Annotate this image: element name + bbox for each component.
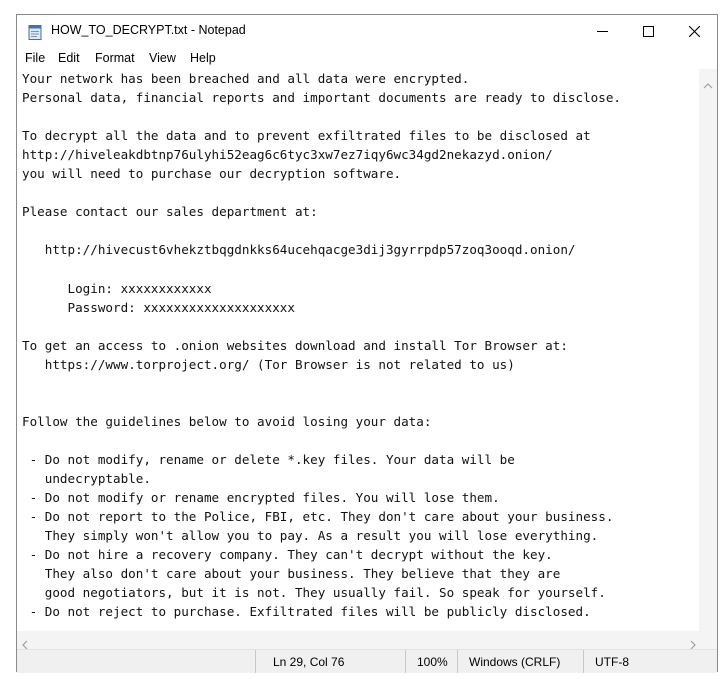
scroll-right-icon[interactable]: [689, 635, 697, 645]
menu-file[interactable]: File: [25, 51, 46, 65]
close-icon: [689, 22, 700, 41]
maximize-icon: [643, 22, 654, 41]
scroll-left-icon[interactable]: [21, 635, 29, 645]
minimize-button[interactable]: [579, 15, 625, 47]
menu-bar: [17, 47, 717, 69]
maximize-button[interactable]: [625, 15, 671, 47]
minimize-icon: [597, 22, 608, 41]
notepad-window: [16, 14, 718, 672]
notepad-icon: [28, 24, 42, 40]
status-divider: [255, 650, 256, 673]
status-divider: [457, 650, 458, 673]
menu-format[interactable]: Format: [95, 51, 135, 65]
horizontal-scrollbar[interactable]: [17, 631, 701, 649]
document-text[interactable]: Your network has been breached and all data were encrypted. Personal data, financial reports and important documents are ready to disclose. To decrypt all the data and to prevent exfiltrated files to be disclosed at http://hiveleakdbtnp76ulyhi52eag6c6tyc3xw7ez7iqy6wc34gd2nekazyd.onion/ you will need to purchase our decryption software. Please contact our sales department at: http://hivecust6vhekztbqgdnkks64ucehqacge3dij3gyrrpdp57zoq3ooqd.onion/ Login: xxxxxxxxxxxx Password: xxxxxxxxxxxxxxxxxxxx To get an access to .onion websites download and install Tor Browser at: https://www.torproject.org/ (Tor Browser is not related to us) Follow the guidelines below to avoid losing your data: - Do not modify, rename or delete *.key files. Your data will be undecryptable. - Do not modify or rename encrypted files. You will lose them. - Do not report to the Police, FBI, etc. They don't care about your business. They simply won't allow you to pay. As a result you will lose everything. - Do not hire a recovery company. They can't decrypt without the key. They also don't care about your business. They believe that they are good negotiators, but it is not. They usually fail. So speak for yourself. - Do not reject to purchase. Exfiltrated files will be publicly disclosed.: [22, 71, 621, 620]
status-divider: [405, 650, 406, 673]
window-title: HOW_TO_DECRYPT.txt - Notepad: [51, 23, 246, 37]
encoding: UTF-8: [595, 655, 629, 669]
text-editor[interactable]: [19, 69, 699, 631]
scroll-up-icon[interactable]: [703, 75, 713, 83]
scrollbar-corner: [699, 631, 717, 649]
menu-help[interactable]: Help: [190, 51, 216, 65]
cursor-position: Ln 29, Col 76: [273, 655, 345, 669]
menu-view[interactable]: View: [149, 51, 176, 65]
status-divider: [583, 650, 584, 673]
title-bar[interactable]: [17, 15, 717, 47]
menu-edit[interactable]: Edit: [58, 51, 80, 65]
status-bar: [17, 649, 717, 673]
vertical-scrollbar[interactable]: [699, 69, 717, 631]
zoom-level: 100%: [417, 655, 448, 669]
line-endings: Windows (CRLF): [469, 655, 561, 669]
close-button[interactable]: [671, 15, 717, 47]
